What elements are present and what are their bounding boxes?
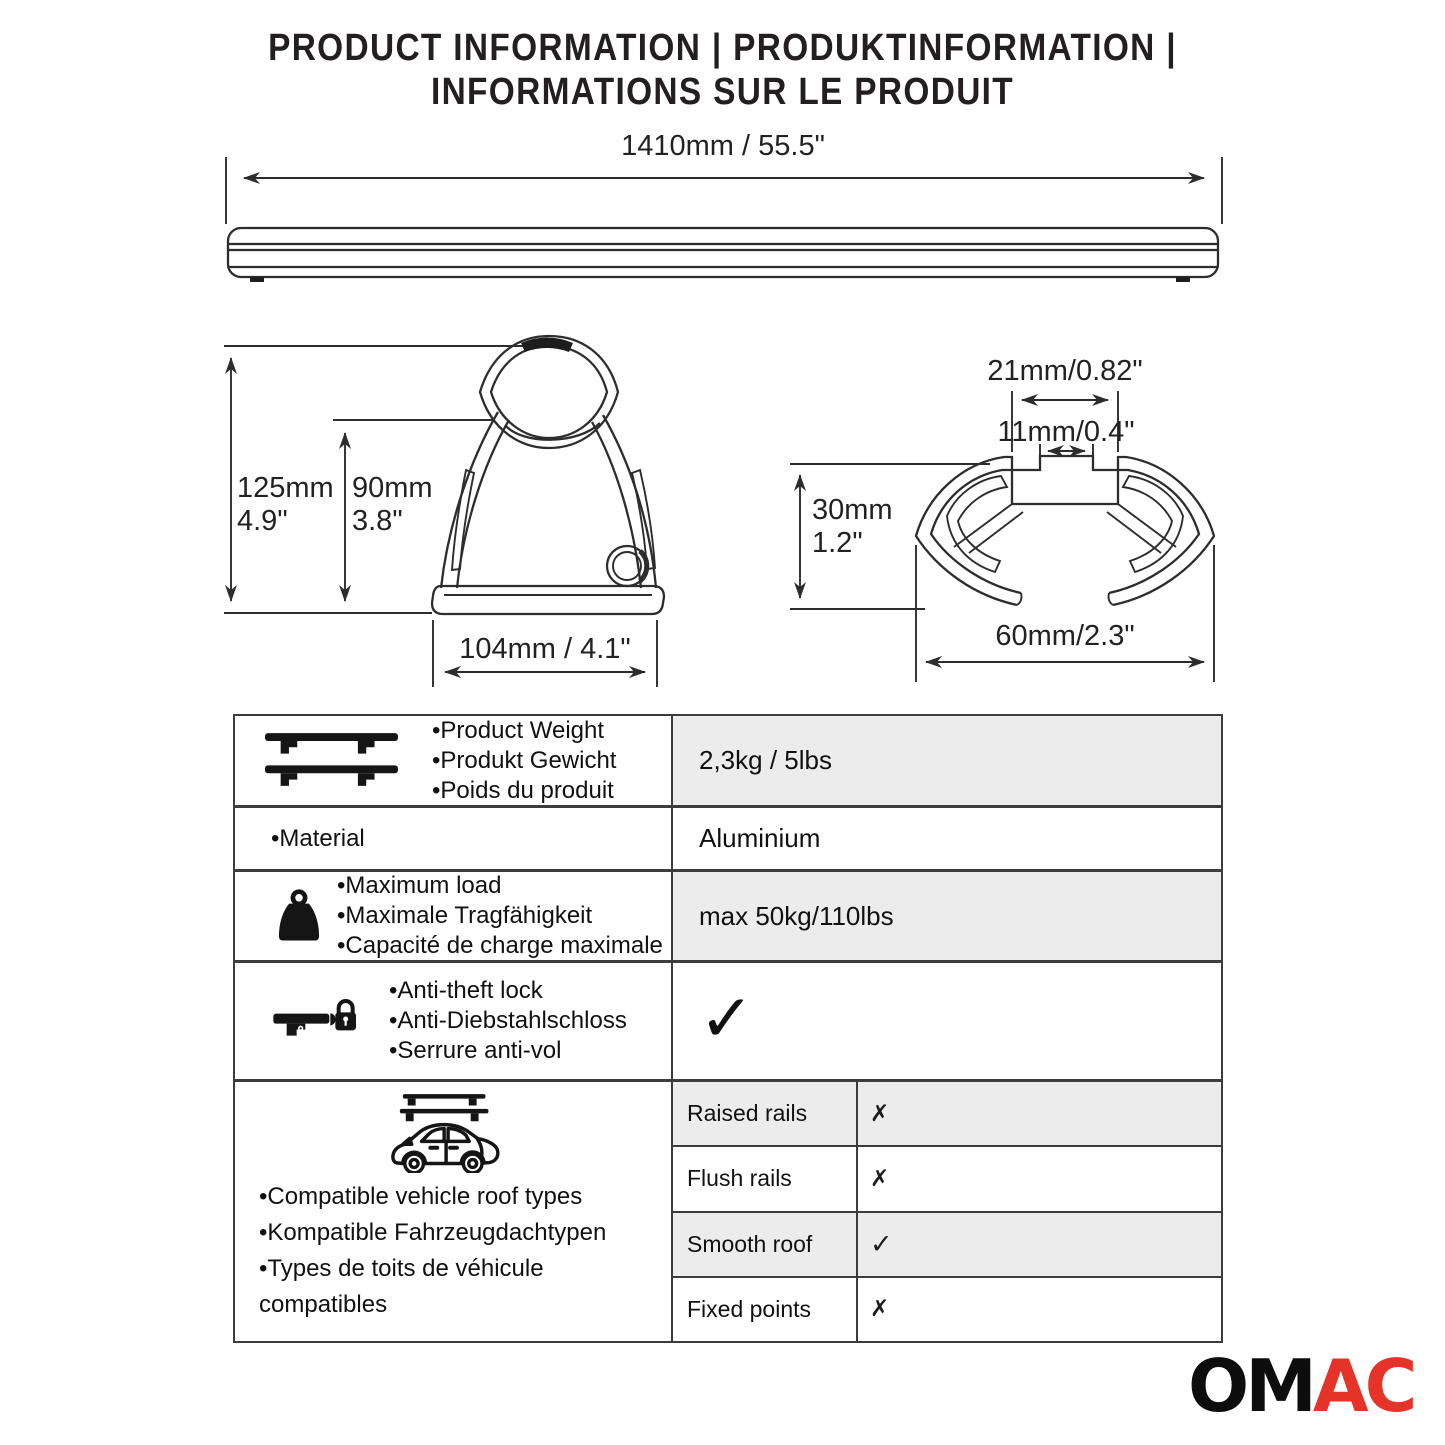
table-row-material xyxy=(235,805,1221,869)
material-label-cell xyxy=(235,808,673,869)
table-row-product-weight xyxy=(235,716,1221,805)
dimension-profile-slot-width: 11mm/0.4" xyxy=(997,416,1135,448)
label-product-weight-fr: •Poids du produit xyxy=(432,776,614,804)
max-load-value: max 50kg/110lbs xyxy=(673,872,1221,960)
subrow-fixed-points xyxy=(673,1276,1221,1341)
table-row-anti-theft xyxy=(235,960,1221,1079)
product-weight-label-cell xyxy=(235,716,673,805)
dimension-foot-clamp-height xyxy=(352,472,433,538)
page-title-line1: PRODUCT INFORMATION | PRODUKTINFORMATION | xyxy=(268,27,1177,69)
anti-theft-labels xyxy=(389,976,627,1066)
dimension-foot-clamp-height-mm: 90mm xyxy=(352,472,433,504)
label-anti-theft-fr: •Serrure anti-vol xyxy=(389,1037,562,1064)
raised-rails-mark: ✗ xyxy=(870,1100,890,1127)
label-material: •Material xyxy=(271,824,365,852)
subrow-smooth-roof xyxy=(673,1211,1221,1276)
smooth-roof-label: Smooth roof xyxy=(673,1213,858,1276)
roof-types-subtable xyxy=(673,1082,1221,1341)
table-row-max-load xyxy=(235,869,1221,960)
dimension-foot-clamp-height-in: 3.8" xyxy=(352,505,403,537)
dimension-profile-top-width: 21mm/0.82" xyxy=(987,355,1143,387)
product-weight-value: 2,3kg / 5lbs xyxy=(673,716,1221,805)
flush-rails-mark: ✗ xyxy=(870,1165,890,1192)
dimension-foot-height-mm: 125mm xyxy=(237,472,334,504)
label-anti-theft-en: •Anti-theft lock xyxy=(389,977,543,1004)
dimension-profile-height-in: 1.2" xyxy=(812,527,863,559)
weight-icon xyxy=(273,888,325,945)
max-load-label-cell xyxy=(235,872,673,960)
roof-rack-bars-icon xyxy=(265,730,398,791)
fixed-points-mark: ✗ xyxy=(870,1296,890,1323)
label-max-load-fr: •Capacité de charge maximale xyxy=(337,932,663,959)
omac-logo xyxy=(1188,1344,1414,1428)
material-value: Aluminium xyxy=(699,823,821,853)
table-row-roof-types xyxy=(235,1079,1221,1341)
label-anti-theft-de: •Anti-Diebstahlschloss xyxy=(389,1007,627,1034)
dimension-profile-width: 60mm/2.3" xyxy=(995,620,1135,652)
page-title-line2: INFORMATIONS SUR LE PRODUIT xyxy=(430,71,1015,113)
crossbar-length-figure xyxy=(226,157,1222,282)
subrow-raised-rails xyxy=(673,1082,1221,1145)
smooth-roof-mark: ✓ xyxy=(870,1228,893,1260)
label-product-weight-en: •Product Weight xyxy=(432,716,605,744)
fixed-points-label: Fixed points xyxy=(673,1278,858,1341)
label-max-load-de: •Maximale Tragfähigkeit xyxy=(337,902,593,929)
label-max-load-en: •Maximum load xyxy=(337,872,502,899)
label-roof-types-en: •Compatible vehicle roof types xyxy=(259,1183,583,1210)
raised-rails-label: Raised rails xyxy=(673,1082,858,1145)
dimension-bar-length: 1410mm / 55.5" xyxy=(621,130,825,162)
anti-theft-value xyxy=(673,963,1221,1079)
dimension-foot-height xyxy=(237,472,334,538)
label-roof-types-fr: •Types de toits de véhicule compatibles xyxy=(259,1255,544,1318)
product-weight-labels xyxy=(432,716,616,806)
subrow-flush-rails xyxy=(673,1145,1221,1210)
dimension-foot-width: 104mm / 4.1" xyxy=(459,633,631,665)
check-mark: ✓ xyxy=(699,980,755,1057)
dimension-foot-height-in: 4.9" xyxy=(237,505,288,537)
dimension-profile-height xyxy=(812,494,893,560)
omac-logo-red: AC xyxy=(1312,1344,1414,1428)
car-roof-types-icon xyxy=(391,1094,515,1173)
dimension-profile-height-mm: 30mm xyxy=(812,494,893,526)
roof-types-label-cell xyxy=(235,1082,673,1341)
label-product-weight-de: •Produkt Gewicht xyxy=(432,746,617,774)
roof-types-labels xyxy=(259,1179,661,1323)
anti-theft-lock-icon xyxy=(273,995,359,1047)
anti-theft-label-cell xyxy=(235,963,673,1079)
omac-logo-black: OM xyxy=(1188,1344,1313,1428)
spec-table xyxy=(233,714,1223,1343)
label-roof-types-de: •Kompatible Fahrzeugdachtypen xyxy=(259,1219,607,1246)
max-load-labels xyxy=(337,871,663,961)
flush-rails-label: Flush rails xyxy=(673,1147,858,1210)
